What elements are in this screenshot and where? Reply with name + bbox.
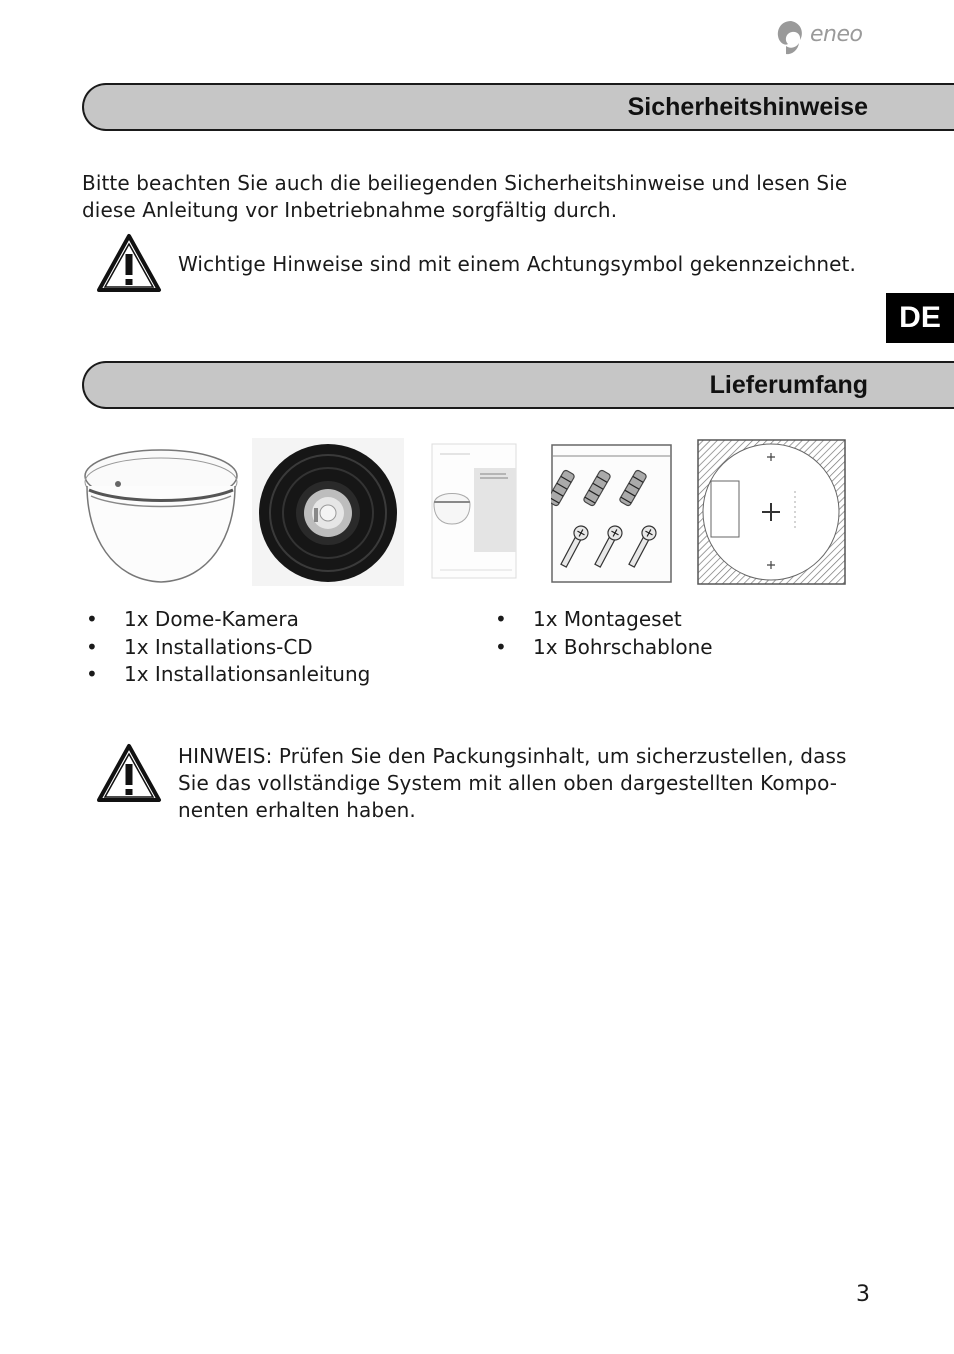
safety-paragraph-line: Bitte beachten Sie auch die beiliegenden Sicherheitshinweise und lesen Sie	[82, 171, 848, 195]
installation-cd-image	[252, 438, 404, 586]
eneo-logo	[774, 16, 884, 60]
warning-triangle-icon	[95, 232, 163, 294]
safety-paragraph-line: diese Anleitung vor Inbetriebnahme sorgfältig durch.	[82, 198, 618, 222]
section-header-safety	[82, 83, 954, 131]
list-item: • 1x Montageset	[491, 606, 713, 634]
section-title-delivery: Lieferumfang	[709, 371, 868, 399]
list-item: • 1x Dome-Kamera	[82, 606, 370, 634]
safety-warning-text: Wichtige Hinweise sind mit einem Achtungsymbol gekennzeichnet.	[178, 252, 856, 276]
section-title-safety: Sicherheitshinweise	[627, 93, 868, 121]
logo-text: eneo	[810, 22, 863, 47]
list-item: • 1x Bohrschablone	[491, 634, 713, 662]
eneo-swirl-icon	[774, 18, 808, 58]
note-line: Sie das vollständige System mit allen oben dargestellten Kompo-	[178, 771, 838, 795]
note-line: nenten erhalten haben.	[178, 798, 416, 822]
delivery-list-left	[82, 606, 370, 689]
warning-triangle-icon	[95, 742, 163, 804]
list-item: • 1x Installationsanleitung	[82, 661, 370, 689]
delivery-list-right	[491, 606, 713, 661]
safety-paragraph	[82, 170, 847, 224]
drilling-template-image	[697, 439, 846, 585]
delivery-note	[178, 743, 847, 824]
dome-camera-image	[82, 438, 242, 586]
installation-manual-image	[424, 440, 520, 582]
section-header-delivery	[82, 361, 954, 409]
note-line: HINWEIS: Prüfen Sie den Packungsinhalt, um sicherzustellen, dass	[178, 744, 847, 768]
mounting-kit-image	[551, 444, 673, 584]
language-tab: DE	[886, 293, 954, 343]
page-number: 3	[856, 1282, 870, 1307]
list-item: • 1x Installations-CD	[82, 634, 370, 662]
